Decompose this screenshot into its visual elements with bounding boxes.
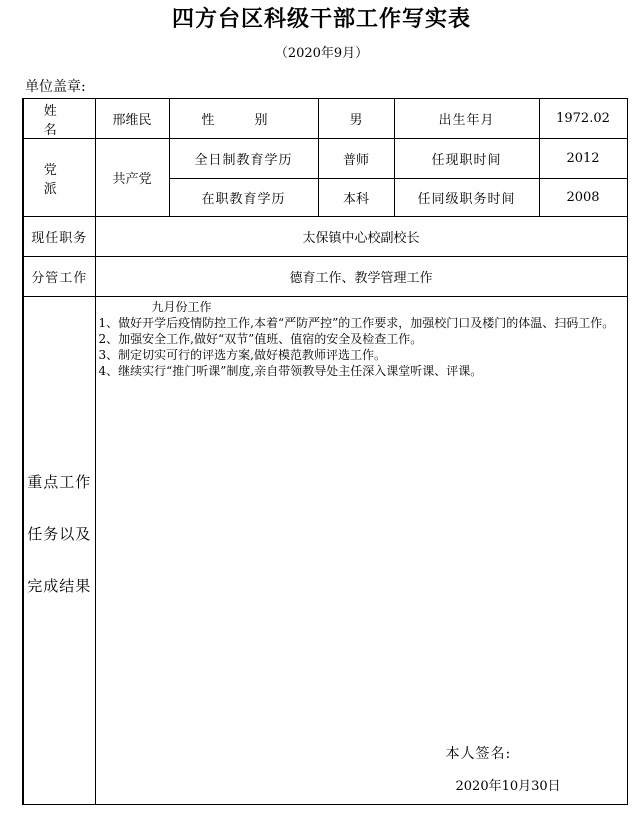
work-item: 1、做好开学后疫情防控工作,本着“严防严控”的工作要求，加强校门口及楼门的体温、扫码工作。: [98, 316, 615, 330]
work-item: 3、制定切实可行的评选方案,做好模范教师评选工作。: [98, 348, 386, 362]
report-period: （2020年9月）: [274, 46, 369, 61]
signature-label: 本人签名:: [445, 746, 512, 762]
work-item: 4、继续实行“推门听课”制度,亲自带领教导处主任深入课堂听课、评课。: [98, 364, 483, 378]
party-value: 共产党: [95, 139, 169, 217]
current-post-time-label: 任现职时间: [394, 139, 539, 179]
gender-value: 男: [318, 99, 394, 139]
work-content-cell: [95, 297, 627, 805]
position-value: 太保镇中心校副校长: [95, 217, 627, 257]
work-item: 2、加强安全工作,做好“双节”值班、值宿的安全及检查工作。: [98, 332, 423, 346]
same-level-time-value: 2008: [539, 179, 627, 217]
work-label-line-3: 完成结果: [27, 577, 92, 595]
fulltime-education-value: 普师: [318, 139, 394, 179]
signature-date: 2020年10月30日: [455, 779, 561, 794]
work-label-line-1: 重点工作: [27, 473, 92, 491]
unit-seal-label: 单位盖章:: [25, 79, 86, 95]
name-label: 姓 名: [23, 99, 95, 139]
page-title: 四方台区科级干部工作写实表: [171, 6, 471, 32]
position-label: 现任职务: [23, 217, 95, 257]
work-section-label: [23, 297, 95, 805]
duty-label: 分管工作: [23, 257, 95, 297]
inservice-education-value: 本科: [318, 179, 394, 217]
name-value: 邢维民: [95, 99, 169, 139]
current-post-time-value: 2012: [539, 139, 627, 179]
work-content: [99, 299, 621, 379]
duty-value: 德育工作、教学管理工作: [95, 257, 627, 297]
work-label-line-2: 任务以及: [27, 525, 92, 543]
same-level-time-label: 任同级职务时间: [394, 179, 539, 217]
inservice-education-label: 在职教育学历: [169, 179, 318, 217]
birth-label: 出生年月: [394, 99, 539, 139]
fulltime-education-label: 全日制教育学历: [169, 139, 318, 179]
work-heading: 九月份工作: [151, 300, 212, 314]
gender-label: 性 别: [169, 99, 318, 139]
birth-value: 1972.02: [539, 99, 627, 139]
party-label: 党 派: [23, 139, 95, 217]
cadre-record-table: [22, 98, 628, 805]
